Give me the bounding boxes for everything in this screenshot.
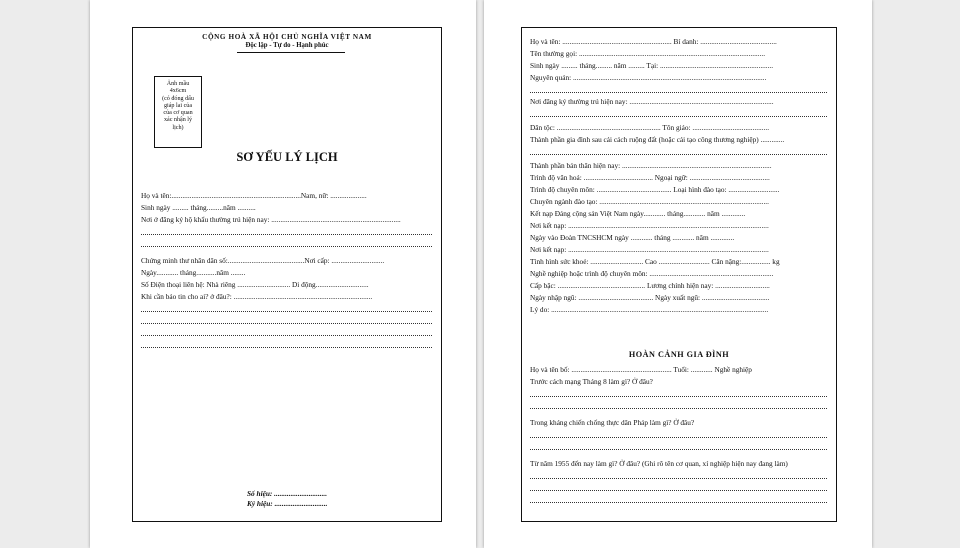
- form-field-row: Kết nạp Đảng cộng sản Việt Nam ngày............ tháng............ năm .............: [530, 209, 746, 218]
- dotted-line: [530, 471, 827, 479]
- ky-hieu-field: Ký hiệu: .............................: [247, 499, 328, 508]
- dotted-line: [530, 85, 827, 93]
- form-field-row: Trình độ chuyên môn: ......................................... Loại hình đào tạo: ............................: [530, 185, 780, 194]
- form-field-row: Trình độ văn hoá: ...................................... Ngoại ngữ: ............................................: [530, 173, 770, 182]
- dotted-line: [530, 147, 827, 155]
- form-field-row: Họ và tên: ............................................................ Bí danh: ..........................................: [530, 37, 777, 46]
- form-field-row: Sinh ngày ......... tháng.........năm ..........: [141, 203, 256, 212]
- photo-box: [154, 76, 202, 148]
- photo-note-line: lịch): [172, 124, 184, 131]
- dotted-line: [530, 109, 827, 117]
- dotted-line: [141, 340, 432, 348]
- dotted-line: [530, 401, 827, 409]
- form-field-row: Họ và tên:.......................................................................Nam, nữ: ....................: [141, 191, 367, 200]
- dotted-line: [530, 430, 827, 438]
- form-field-row: Khi cần báo tin cho ai? ở đâu?: ............................................................................: [141, 292, 373, 301]
- form-field-row: Chứng minh thư nhân dân số:..........................................Nơi cấp: .............................: [141, 256, 385, 265]
- motto-underline: [237, 52, 345, 53]
- dotted-line: [141, 316, 432, 324]
- page-1-border: [132, 27, 442, 522]
- motto: Độc lập - Tự do - Hạnh phúc: [245, 42, 329, 49]
- form-field-row: Số Điện thoại liên hệ: Nhà riêng ............................. Di động.............................: [141, 280, 369, 289]
- page-2-border: [521, 27, 837, 522]
- dotted-line: [530, 389, 827, 397]
- form-field-row: Ngày............ tháng...........năm ........: [141, 268, 246, 277]
- form-field-row: Chuyên ngành đào tạo: .............................................................................................: [530, 197, 769, 206]
- form-field-row: Tình hình sức khoẻ: ............................. Cao ............................ Cân nặng:................ kg: [530, 257, 780, 266]
- form-field-row: Nơi ở đăng ký hộ khẩu thường trú hiện nay: .......................................................................: [141, 215, 401, 224]
- so-hieu-field: Số hiệu: .............................: [247, 489, 328, 498]
- photo-note-line: Ảnh mầu: [166, 81, 190, 87]
- dotted-line: [141, 239, 432, 247]
- form-field-row: Lý do: .......................................................................................................................: [530, 305, 769, 314]
- form-field-row: Nơi kết nạp: ..............................................................................................................: [530, 245, 769, 254]
- form-field-row: Ngày nhập ngũ: ......................................... Ngày xuất ngũ: .....................................: [530, 293, 770, 302]
- dotted-line: [530, 483, 827, 491]
- form-field-row: Trước cách mạng Tháng 8 làm gì? Ở đâu?: [530, 377, 653, 386]
- photo-note-line: của cơ quan: [163, 110, 193, 117]
- form-field-row: Nơi đăng ký thường trú hiện nay: ...............................................................................: [530, 97, 774, 106]
- form-field-row: Từ năm 1955 đến nay làm gì? Ở đâu? (Ghi rõ tên cơ quan, xí nghiệp hiện nay đang làm): [530, 459, 788, 468]
- form-field-row: Ngày vào Đoàn TNCSHCM ngày ............ tháng ............ năm .............: [530, 233, 735, 242]
- form-page-1: [90, 0, 476, 548]
- photo-note-line: xác nhận lý: [163, 117, 193, 124]
- photo-note-line: (có đóng dấu: [162, 95, 194, 102]
- form-field-row: Sinh ngày ......... tháng......... năm ......... Tại: ..............................................................: [530, 61, 774, 70]
- form-field-row: Thành phần bản thân hiện nay: ..................................................................................: [530, 161, 772, 170]
- form-page-2: [484, 0, 872, 548]
- form-field-row: Nghề nghiệp hoặc trình độ chuyên môn: ....................................................................: [530, 269, 774, 278]
- form-field-row: Thành phần gia đình sau cải cách ruộng đất (hoặc cải tạo công thương nghiệp) .............: [530, 135, 785, 144]
- dotted-line: [530, 442, 827, 450]
- photo-note-line: giáp lai của: [163, 102, 193, 109]
- form-field-row: Dân tộc: ......................................................... Tôn giáo: ..........................................: [530, 123, 770, 132]
- form-field-row: Cấp bậc: ................................................ Lương chính hiện nay: ..............................: [530, 281, 770, 290]
- form-field-row: Nguyên quán: ..........................................................................................................: [530, 73, 767, 82]
- dotted-line: [141, 227, 432, 235]
- national-title: CỘNG HOÀ XÃ HỘI CHỦ NGHĨA VIỆT NAM: [202, 33, 372, 41]
- photo-note-line: 4x6cm: [169, 88, 187, 95]
- form-field-row: Tên thường gọi: ......................................................................................................: [530, 49, 766, 58]
- family-section-title: HOÀN CẢNH GIA ĐÌNH: [628, 350, 730, 359]
- dotted-line: [141, 304, 432, 312]
- form-field-row: Họ và tên bố: ....................................................... Tuổi: ............ Nghề nghiệp: [530, 365, 752, 374]
- form-title: SƠ YẾU LÝ LỊCH: [236, 150, 338, 164]
- dotted-line: [141, 328, 432, 336]
- form-field-row: Nơi kết nạp: ..............................................................................................................: [530, 221, 769, 230]
- form-field-row: Trong kháng chiến chống thực dân Pháp làm gì? Ở đâu?: [530, 418, 695, 427]
- dotted-line: [530, 495, 827, 503]
